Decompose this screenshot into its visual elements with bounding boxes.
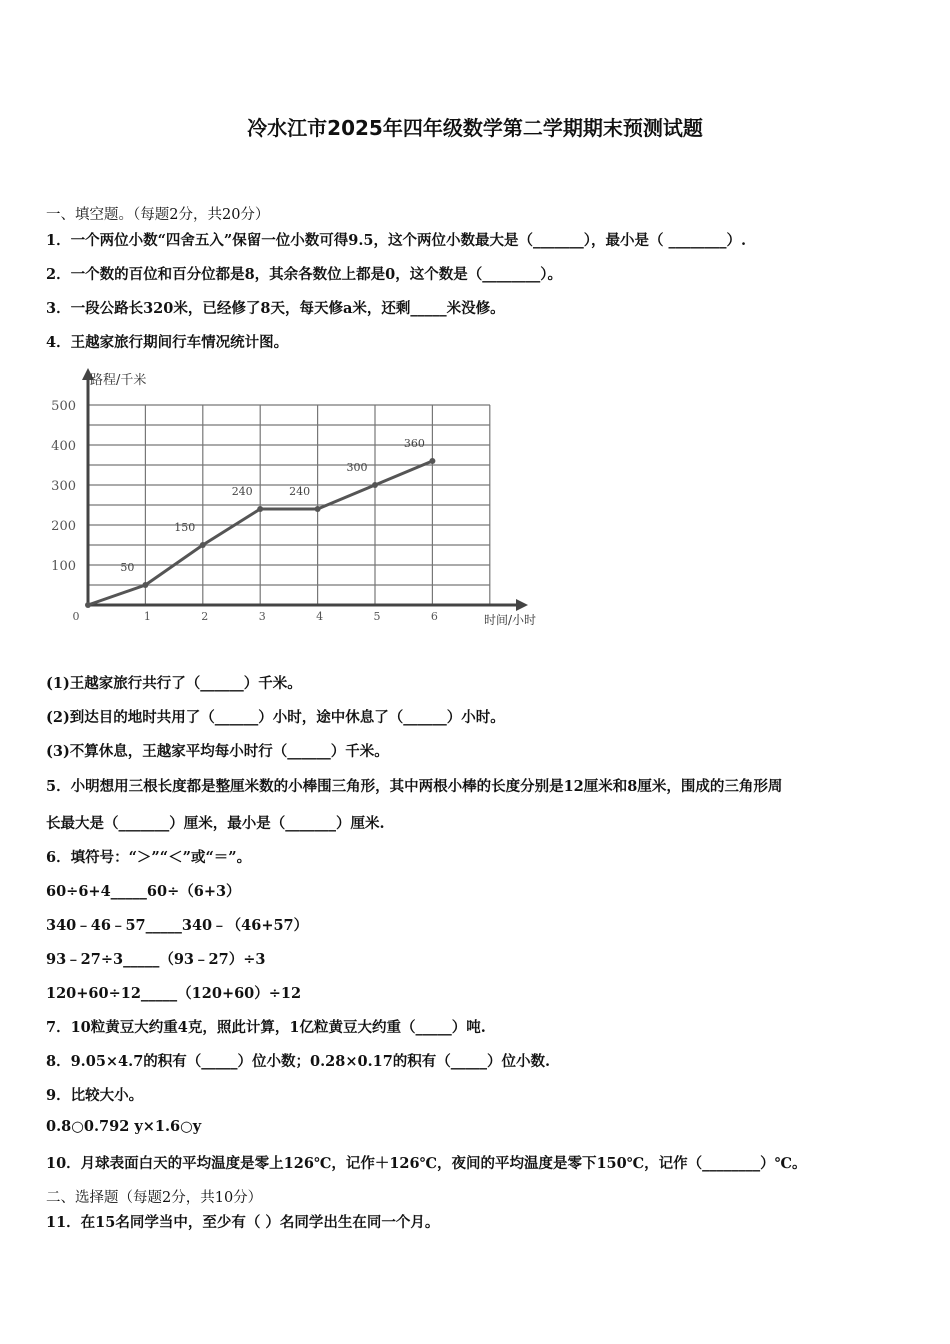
- y-tick-label: 300: [51, 479, 76, 494]
- data-label: 150: [174, 521, 196, 534]
- data-point: [257, 506, 263, 512]
- x-axis-label: 时间/小时: [484, 613, 537, 627]
- x-tick-label: 1: [143, 610, 151, 623]
- data-point: [315, 506, 321, 512]
- x-tick-label: 0: [72, 610, 80, 623]
- question-line: 7．10粒黄豆大约重4克，照此计算，1亿粒黄豆大约重（_____）吨.: [46, 1019, 486, 1036]
- question-line: (2)到达目的地时共用了（______）小时，途中休息了（______）小时。: [46, 709, 505, 726]
- page-title: 冷水江市2025年四年级数学第二学期期末预测试题: [247, 116, 703, 140]
- question-line: 60÷6+4_____60÷（6+3）: [46, 883, 241, 900]
- y-tick-label: 500: [51, 399, 76, 414]
- question-line: 0.8○0.792 y×1.6○y: [46, 1118, 202, 1135]
- data-point: [142, 582, 148, 588]
- y-tick-label: 200: [51, 519, 76, 534]
- section-heading: 一、填空题。（每题2分，共20分）: [46, 207, 270, 223]
- y-tick-label: 100: [51, 559, 76, 574]
- data-label: 240: [289, 485, 311, 498]
- data-label: 50: [120, 561, 135, 574]
- question-line: 3．一段公路长320米，已经修了8天，每天修a米，还剩_____米没修。: [46, 300, 505, 317]
- data-label: 300: [346, 461, 368, 474]
- data-point: [429, 458, 435, 464]
- travel-distance-chart: [40, 362, 570, 632]
- x-tick-label: 2: [201, 610, 209, 623]
- question-line: 9．比较大小。: [46, 1087, 144, 1104]
- x-axis-arrow: [516, 599, 528, 611]
- x-tick-label: 5: [373, 610, 381, 623]
- question-line: 11．在15名同学当中，至少有（ ）名同学出生在同一个月。: [46, 1214, 440, 1231]
- data-point: [372, 482, 378, 488]
- question-line: 8．9.05×4.7的积有（_____）位小数；0.28×0.17的积有（_____）位小数.: [46, 1053, 551, 1070]
- question-line: 93﹣27÷3_____（93﹣27）÷3: [46, 951, 266, 968]
- data-point: [200, 542, 206, 548]
- data-label: 240: [231, 485, 253, 498]
- question-line: 5．小明想用三根长度都是整厘米数的小棒围三角形，其中两根小棒的长度分别是12厘米和8厘米，围成的三角形周: [46, 778, 783, 795]
- question-line: 长最大是（_______）厘米，最小是（_______）厘米.: [46, 815, 385, 832]
- question-line: 6．填符号：“＞”“＜”或“＝”。: [46, 849, 252, 866]
- question-line: 340﹣46﹣57_____340﹣（46+57）: [46, 917, 309, 934]
- x-tick-label: 3: [258, 610, 266, 623]
- question-line: 2．一个数的百位和百分位都是8，其余各数位上都是0，这个数是（________）。: [46, 266, 563, 283]
- question-line: (1)王越家旅行共行了（______）千米。: [46, 675, 302, 692]
- question-line: 10．月球表面白天的平均温度是零上126℃，记作＋126℃，夜间的平均温度是零下150℃，记作（________）℃。: [46, 1155, 807, 1172]
- data-label: 360: [403, 437, 425, 450]
- y-axis-label: 路程/千米: [90, 373, 147, 388]
- section-heading: 二、选择题（每题2分，共10分）: [46, 1190, 263, 1206]
- question-line: (3)不算休息，王越家平均每小时行（______）千米。: [46, 743, 389, 760]
- data-point: [85, 602, 91, 608]
- x-tick-label: 6: [430, 610, 438, 623]
- question-line: 1．一个两位小数“四舍五入”保留一位小数可得9.5，这个两位小数最大是（_______），最小是（ ________）.: [46, 232, 747, 249]
- y-tick-label: 400: [51, 439, 76, 454]
- question-line: 4．王越家旅行期间行车情况统计图。: [46, 334, 289, 351]
- x-tick-label: 4: [316, 610, 324, 623]
- question-line: 120+60÷12_____（120+60）÷12: [46, 985, 302, 1002]
